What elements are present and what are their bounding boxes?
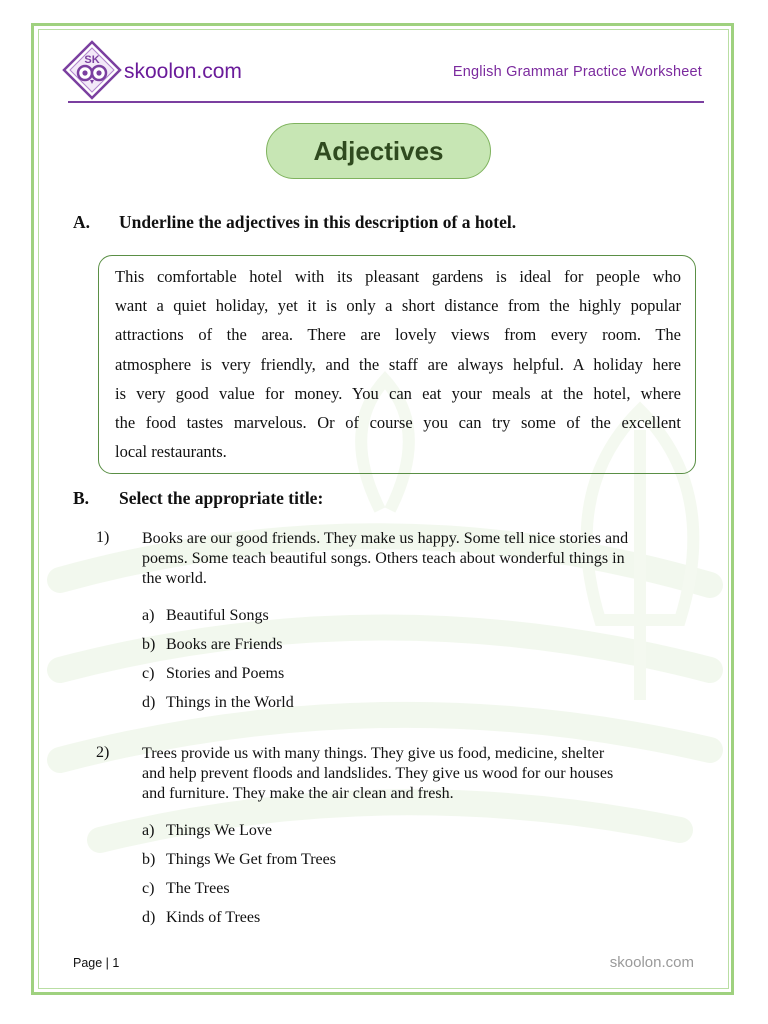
option-label: c) — [142, 665, 155, 682]
passage-line: the food tastes marvelous. Or of course you can try some of the excellent — [115, 413, 681, 433]
section-b-instruction: Select the appropriate title: — [119, 488, 324, 508]
question-1-number: 1) — [96, 529, 110, 546]
question-1-option-b[interactable] — [142, 636, 282, 654]
question-2-option-a[interactable] — [142, 822, 272, 840]
worksheet-header — [62, 40, 704, 104]
header-divider — [68, 101, 704, 103]
passage-line: is very good value for money. You can eat your meals at the hotel, where — [115, 383, 681, 403]
option-text: Books are Friends — [166, 636, 283, 653]
question-text-line: Trees provide us with many things. They give us food, medicine, shelter — [142, 745, 605, 762]
page-title: Adjectives — [266, 123, 491, 179]
option-text: The Trees — [166, 880, 230, 897]
option-text: Things in the World — [166, 694, 294, 711]
passage-line: want a quiet holiday, yet it is only a short distance from the highly popular — [115, 296, 681, 316]
footer-site: skoolon.com — [609, 954, 694, 971]
option-label: a) — [142, 607, 155, 624]
question-2-option-b[interactable] — [142, 851, 336, 869]
question-1-option-c[interactable] — [142, 665, 284, 683]
question-2-option-c[interactable] — [142, 880, 230, 898]
logo-text: SK — [84, 54, 100, 66]
question-2-text — [142, 744, 702, 804]
question-text-line: poems. Some teach beautiful songs. Others teach about wonderful things in — [142, 550, 625, 567]
option-label: a) — [142, 822, 155, 839]
question-1-option-a[interactable] — [142, 607, 269, 625]
question-text-line: the world. — [142, 570, 207, 587]
section-a-instruction: Underline the adjectives in this description of a hotel. — [119, 212, 517, 232]
option-text: Stories and Poems — [166, 665, 285, 682]
option-text: Kinds of Trees — [166, 909, 261, 926]
section-a-letter: A. — [73, 212, 91, 232]
section-b-letter: B. — [73, 488, 90, 508]
question-text-line: and furniture. They make the air clean and fresh. — [142, 785, 454, 802]
option-text: Beautiful Songs — [166, 607, 269, 624]
option-label: c) — [142, 880, 155, 897]
option-label: b) — [142, 851, 156, 868]
question-1-text — [142, 529, 702, 589]
passage-line: This comfortable hotel with its pleasant gardens is ideal for people who — [115, 267, 681, 286]
question-text-line: Books are our good friends. They make us happy. Some tell nice stories and — [142, 530, 629, 547]
passage-line: attractions of the area. There are lovely views from every room. The — [115, 325, 681, 345]
question-2-option-d[interactable] — [142, 909, 260, 927]
worksheet-type: English Grammar Practice Worksheet — [452, 64, 702, 80]
question-text-line: and help prevent floods and landslides. They give us wood for our houses — [142, 765, 614, 782]
owl-logo-icon — [62, 40, 122, 100]
option-label: d) — [142, 694, 156, 711]
option-text: Things We Love — [166, 822, 272, 839]
page-number: Page | 1 — [73, 956, 120, 970]
hotel-passage-box — [98, 255, 696, 474]
brand-name: skoolon.com — [124, 60, 242, 83]
question-2-number: 2) — [96, 744, 110, 761]
passage-line: local restaurants. — [115, 442, 227, 462]
option-text: Things We Get from Trees — [166, 851, 336, 868]
question-1-option-d[interactable] — [142, 694, 294, 712]
passage-line: atmosphere is very friendly, and the staff are always helpful. A holiday here — [115, 354, 681, 374]
option-label: d) — [142, 909, 156, 926]
option-label: b) — [142, 636, 156, 653]
